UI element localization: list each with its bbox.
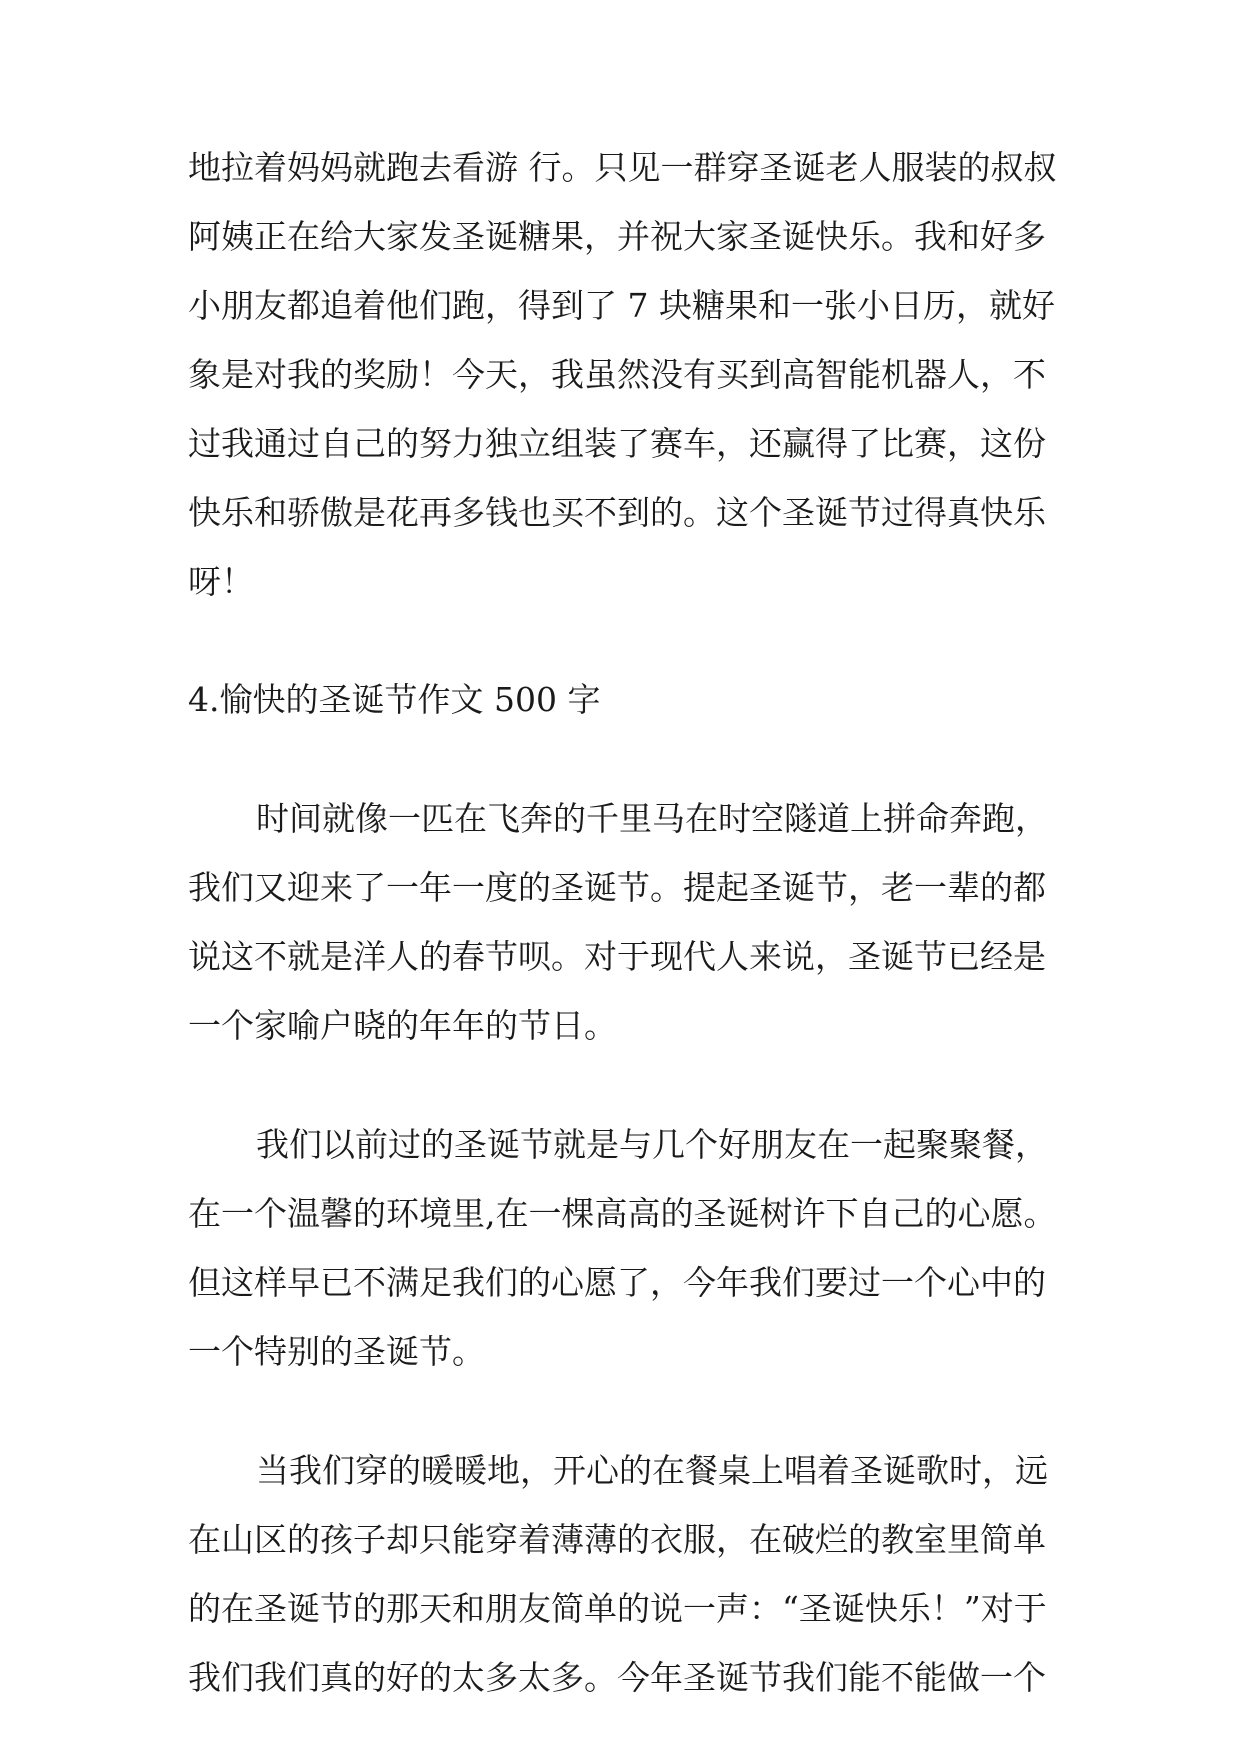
text-line: 小朋友都追着他们跑，得到了 7 块糖果和一张小日历，就好 — [188, 286, 1055, 325]
text-line: 我们我们真的好的太多太多。今年圣诞节我们能不能做一个 — [188, 1658, 1046, 1697]
text-line: 我们又迎来了一年一度的圣诞节。提起圣诞节，老一辈的都 — [188, 868, 1046, 907]
text-line: 一个家喻户晓的年年的节日。 — [188, 1006, 617, 1045]
text-line: 说这不就是洋人的春节呗。对于现代人来说，圣诞节已经是 — [188, 937, 1046, 976]
paragraph-first-line: 当我们穿的暖暖地，开心的在餐桌上唱着圣诞歌时，远 — [256, 1451, 1048, 1490]
paragraph-first-line: 时间就像一匹在飞奔的千里马在时空隧道上拼命奔跑， — [256, 799, 1048, 838]
text-line: 呀！ — [188, 562, 254, 601]
text-line: 一个特别的圣诞节。 — [188, 1332, 485, 1371]
text-line: 在山区的孩子却只能穿着薄薄的衣服，在破烂的教室里简单 — [188, 1520, 1046, 1559]
text-line: 快乐和骄傲是花再多钱也买不到的。这个圣诞节过得真快乐 — [188, 493, 1046, 532]
paragraph-first-line: 我们以前过的圣诞节就是与几个好朋友在一起聚聚餐， — [256, 1125, 1048, 1164]
text-line: 阿姨正在给大家发圣诞糖果，并祝大家圣诞快乐。我和好多 — [188, 217, 1046, 256]
text-line: 地拉着妈妈就跑去看游 行。只见一群穿圣诞老人服装的叔叔 — [188, 148, 1057, 187]
section-heading: 4.愉快的圣诞节作文 500 字 — [188, 680, 601, 719]
text-line: 过我通过自己的努力独立组装了赛车，还赢得了比赛，这份 — [188, 424, 1046, 463]
text-line: 象是对我的奖励！今天，我虽然没有买到高智能机器人，不 — [188, 355, 1046, 394]
text-line: 的在圣诞节的那天和朋友简单的说一声：“圣诞快乐！”对于 — [188, 1589, 1047, 1628]
text-line: 在一个温馨的环境里,在一棵高高的圣诞树许下自己的心愿。 — [188, 1194, 1057, 1233]
text-line: 但这样早已不满足我们的心愿了，今年我们要过一个心中的 — [188, 1263, 1046, 1302]
